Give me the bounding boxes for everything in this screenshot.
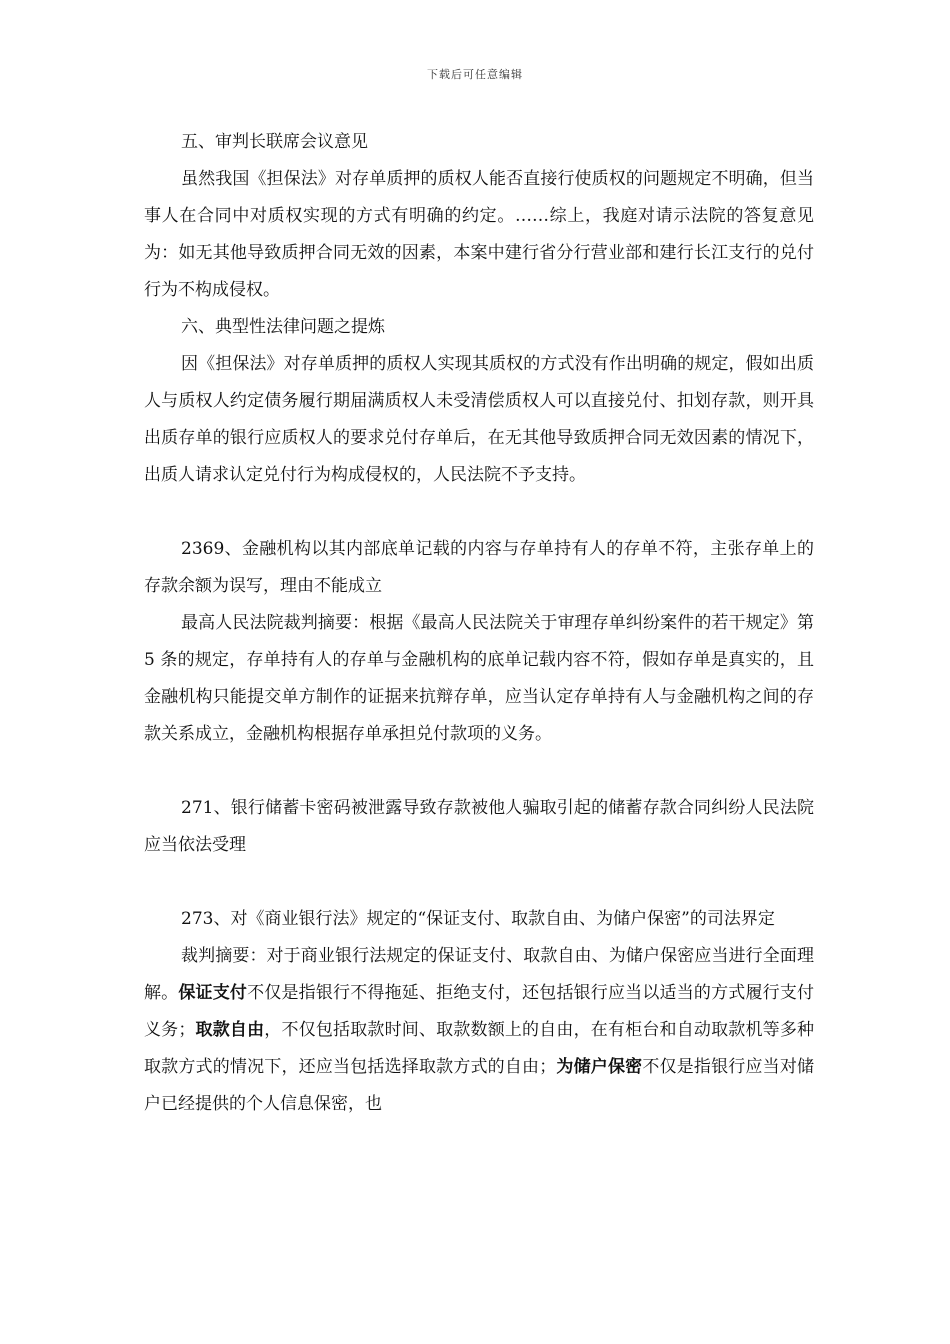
item-273-text-2: 不仅是指银行不得拖延、拒绝支付，还包括银行应当以适当的方式履行支付义务； [144,983,815,1040]
item-273-text-3: ，不仅包括取款时间、取款数额上的自由，在有柜台和自动取款机等多种取款方式的情况下，还应当包括选择取款方式的自由； [144,1020,815,1077]
item-271-title: 271、银行储蓄卡密码被泄露导致存款被他人骗取引起的储蓄存款合同纠纷人民法院应当依法受理 [144,798,814,855]
section5-body: 虽然我国《担保法》对存单质押的质权人能否直接行使质权的问题规定不明确，但当事人在合同中对质权实现的方式有明确的约定。……综上，我庭对请示法院的答复意见为：如无其他导致质押合同无效的因素，本案中建行省分行营业部和建行长江支行的兑付行为不构成侵权。 [144,169,814,300]
keyword-withdrawal-freedom: 取款自由 [195,1020,265,1040]
paragraph-gap [144,753,814,790]
item-273-title: 273、对《商业银行法》规定的“保证支付、取款自由、为储户保密”的司法界定 [181,909,775,929]
item-273-text-4: 不仅是指银行应当对储户已经提供的个人信息保密，也 [144,1057,815,1114]
paragraph-gap [144,864,814,901]
item-273-text-1: 裁判摘要：对于商业银行法规定的保证支付、取款自由、为储户保密应当进行全面理解。 [144,946,814,1003]
keyword-depositor-confidentiality: 为储户保密 [556,1057,643,1077]
section6-heading: 六、典型性法律问题之提炼 [181,317,385,337]
keyword-guarantee-payment: 保证支付 [178,983,248,1003]
item-2369-title: 2369、金融机构以其内部底单记载的内容与存单持有人的存单不符，主张存单上的存款余额为误写，理由不能成立 [144,539,814,596]
section6-body: 因《担保法》对存单质押的质权人实现其质权的方式没有作出明确的规定，假如出质人与质权人约定债务履行期届满质权人未受清偿质权人可以直接兑付、扣划存款，则开具出质存单的银行应质权人的要求兑付存单后，在无其他导致质押合同无效因素的情况下，出质人请求认定兑付行为构成侵权的，人民法院不予支持。 [144,354,814,485]
page-header: 下载后可任意编辑 [427,68,523,81]
paragraph-gap [144,494,814,531]
section5-heading: 五、审判长联席会议意见 [181,132,368,152]
item-273-body [144,938,814,1123]
document-body [144,124,814,1123]
item-2369-body: 最高人民法院裁判摘要：根据《最高人民法院关于审理存单纠纷案件的若干规定》第 5 条的规定，存单持有人的存单与金融机构的底单记载内容不符，假如存单是真实的，且金融机构只能提交单方制作的证据来抗辩存单，应当认定存单持有人与金融机构之间的存款关系成立，金融机构根据存单承担兑付款项的义务。 [144,613,814,744]
